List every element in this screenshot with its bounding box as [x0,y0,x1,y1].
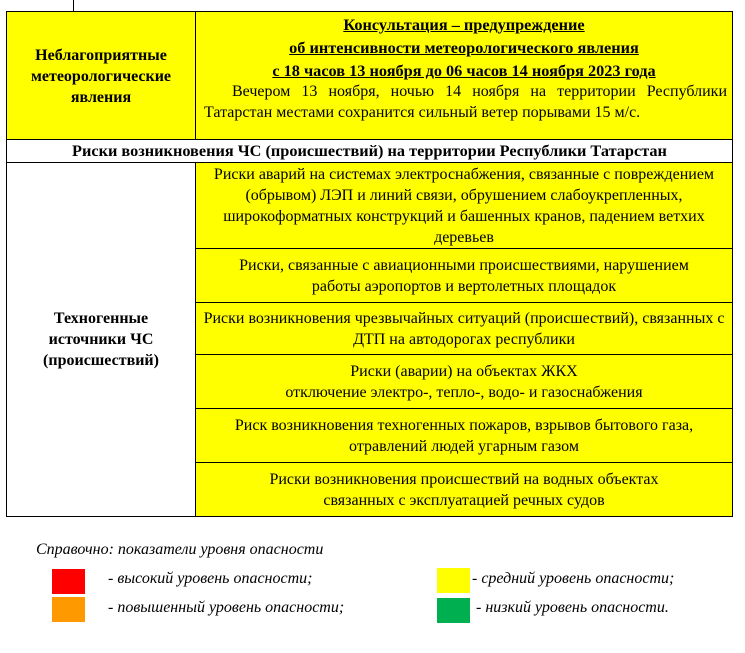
header-forecast-cell [195,11,733,140]
risk-row-6 [195,462,733,517]
risk-row-1 [195,162,733,249]
risk-text: Риски аварий на системах электроснабжения, связанные с повреждением (обрывом) ЛЭП и линий связи, обрушением слабоукрепленных, широкоформатных конструкций и башенных кранов, падением ветхих деревьев [213,165,715,246]
legend-label-elevated: - повышенный уровень опасности; [108,599,345,616]
header-category-label: Неблагоприятные метеорологические явления [30,47,172,106]
legend-swatch-medium [437,568,470,593]
forecast-body-text: Вечером 13 ноября, ночью 14 ноября на территории Республики Татарстан местами сохранится сильный ветер порывами 15 м/с. [204,83,727,121]
risk-row-5 [195,408,733,463]
legend-swatch-elevated [52,597,85,622]
risk-text: Риски возникновения чрезвычайных ситуаций (происшествий), связанных с ДТП на автодорогах республики [203,309,725,348]
group-label-cell [6,162,196,517]
risk-row-4 [195,354,733,409]
legend-swatch-low [437,598,470,623]
risk-row-2 [195,248,733,303]
legend-title: Справочно: показатели уровня опасности [36,541,324,558]
risk-text: Риски, связанные с авиационными происшествиями, нарушением работы аэропортов и вертолетных площадок [239,256,689,295]
risks-section-title: Риски возникновения ЧС (происшествий) на территории Республики Татарстан [6,139,733,163]
forecast-title-line-2: об интенсивности метеорологического явления [289,38,639,57]
legend-label-high: - высокий уровень опасности; [108,570,313,587]
forecast-title-line-1: Консультация – предупреждение [343,15,585,34]
top-rule-line [73,0,74,11]
forecast-title-line-3: с 18 часов 13 ноября до 06 часов 14 ноября 2023 года [272,61,656,80]
risk-row-3 [195,302,733,355]
risk-text: Риск возникновения техногенных пожаров, взрывов бытового газа, отравлений людей угарным газом [234,416,694,455]
header-category-cell [6,11,196,140]
legend-swatch-high [52,569,85,594]
forecast-body [196,81,732,123]
risk-text: Риски возникновения происшествий на водных объектах связанных с эксплуатацией речных судов [269,470,659,509]
group-label: Техногенные источники ЧС (происшествий) [43,310,159,369]
legend-label-low: - низкий уровень опасности. [476,599,669,616]
risk-text: Риски (аварии) на объектах ЖКХ отключение электро-, тепло-, водо- и газоснабжения [285,362,643,401]
legend-label-medium: - средний уровень опасности; [472,570,675,587]
